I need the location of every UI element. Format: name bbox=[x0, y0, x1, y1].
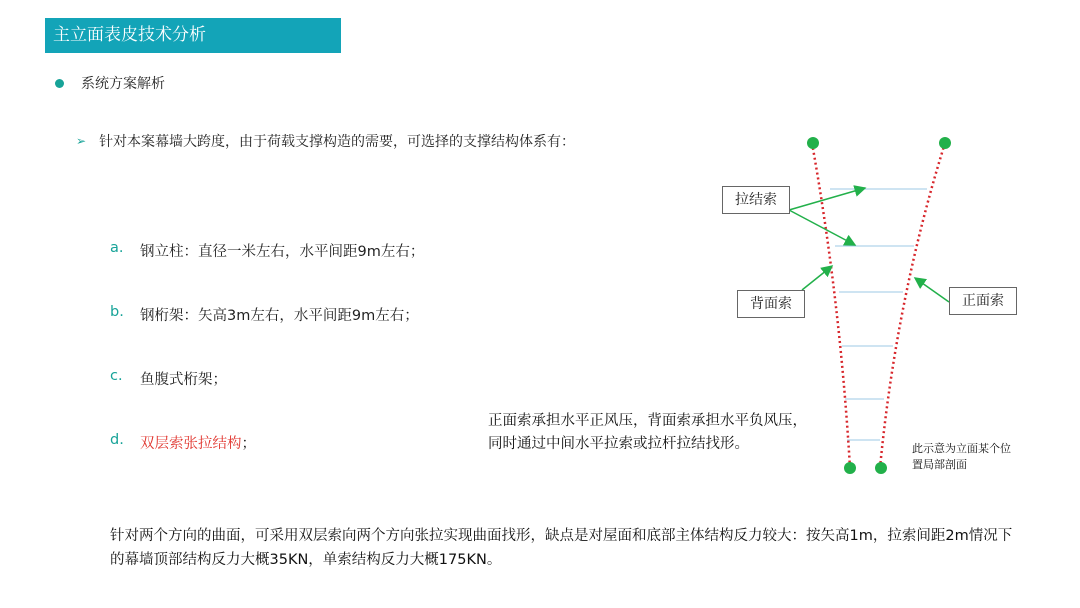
option-suffix: ； bbox=[241, 436, 256, 452]
front-cable-label: 正面索 bbox=[949, 287, 1017, 315]
option-text: 钢立柱：直径一米左右，水平间距9m左右； bbox=[140, 244, 425, 260]
back-cable-label: 背面索 bbox=[737, 290, 805, 318]
option-text: 钢桁架：矢高3m左右，水平间距9m左右； bbox=[140, 308, 419, 324]
bottom-right-node bbox=[875, 462, 887, 474]
bottom-left-node bbox=[844, 462, 856, 474]
section-bullet-text: 系统方案解析 bbox=[81, 76, 165, 92]
option-letter: b. bbox=[110, 304, 124, 320]
option-letter: a. bbox=[110, 240, 124, 256]
arrow-bullet-icon: ➢ bbox=[76, 134, 87, 148]
option-letter: c. bbox=[110, 368, 123, 384]
option-letter: d. bbox=[110, 432, 124, 448]
diagram-description: 正面索承担水平正风压，背面索承担水平负风压，同时通过中间水平拉索或拉杆拉结找形。 bbox=[488, 413, 807, 452]
option-text: 鱼腹式桁架； bbox=[140, 372, 227, 388]
tie-pointer-arrow bbox=[789, 188, 865, 210]
intro-text: 针对本案幕墙大跨度，由于荷载支撑构造的需要，可选择的支撑结构体系有： bbox=[99, 134, 576, 150]
page-title: 主立面表皮技术分析 bbox=[45, 18, 341, 53]
tie-pointer-arrow bbox=[789, 210, 855, 245]
tie-cable-label: 拉结索 bbox=[722, 186, 790, 214]
top-left-node bbox=[807, 137, 819, 149]
front-cable bbox=[880, 143, 945, 468]
front-pointer-arrow bbox=[915, 278, 949, 302]
footer-paragraph: 针对两个方向的曲面，可采用双层索向两个方向张拉实现曲面找形，缺点是对屋面和底部主体结构反力较大：按矢高1m，拉索间距2m情况下的幕墙顶部结构反力大概35KN，单索结构反力大概175KN。 bbox=[110, 528, 1013, 568]
diagram-note: 此示意为立面某个位置局部剖面 bbox=[912, 442, 1011, 471]
top-right-node bbox=[939, 137, 951, 149]
back-pointer-arrow bbox=[802, 266, 832, 290]
option-text-highlight: 双层索张拉结构 bbox=[140, 436, 242, 452]
